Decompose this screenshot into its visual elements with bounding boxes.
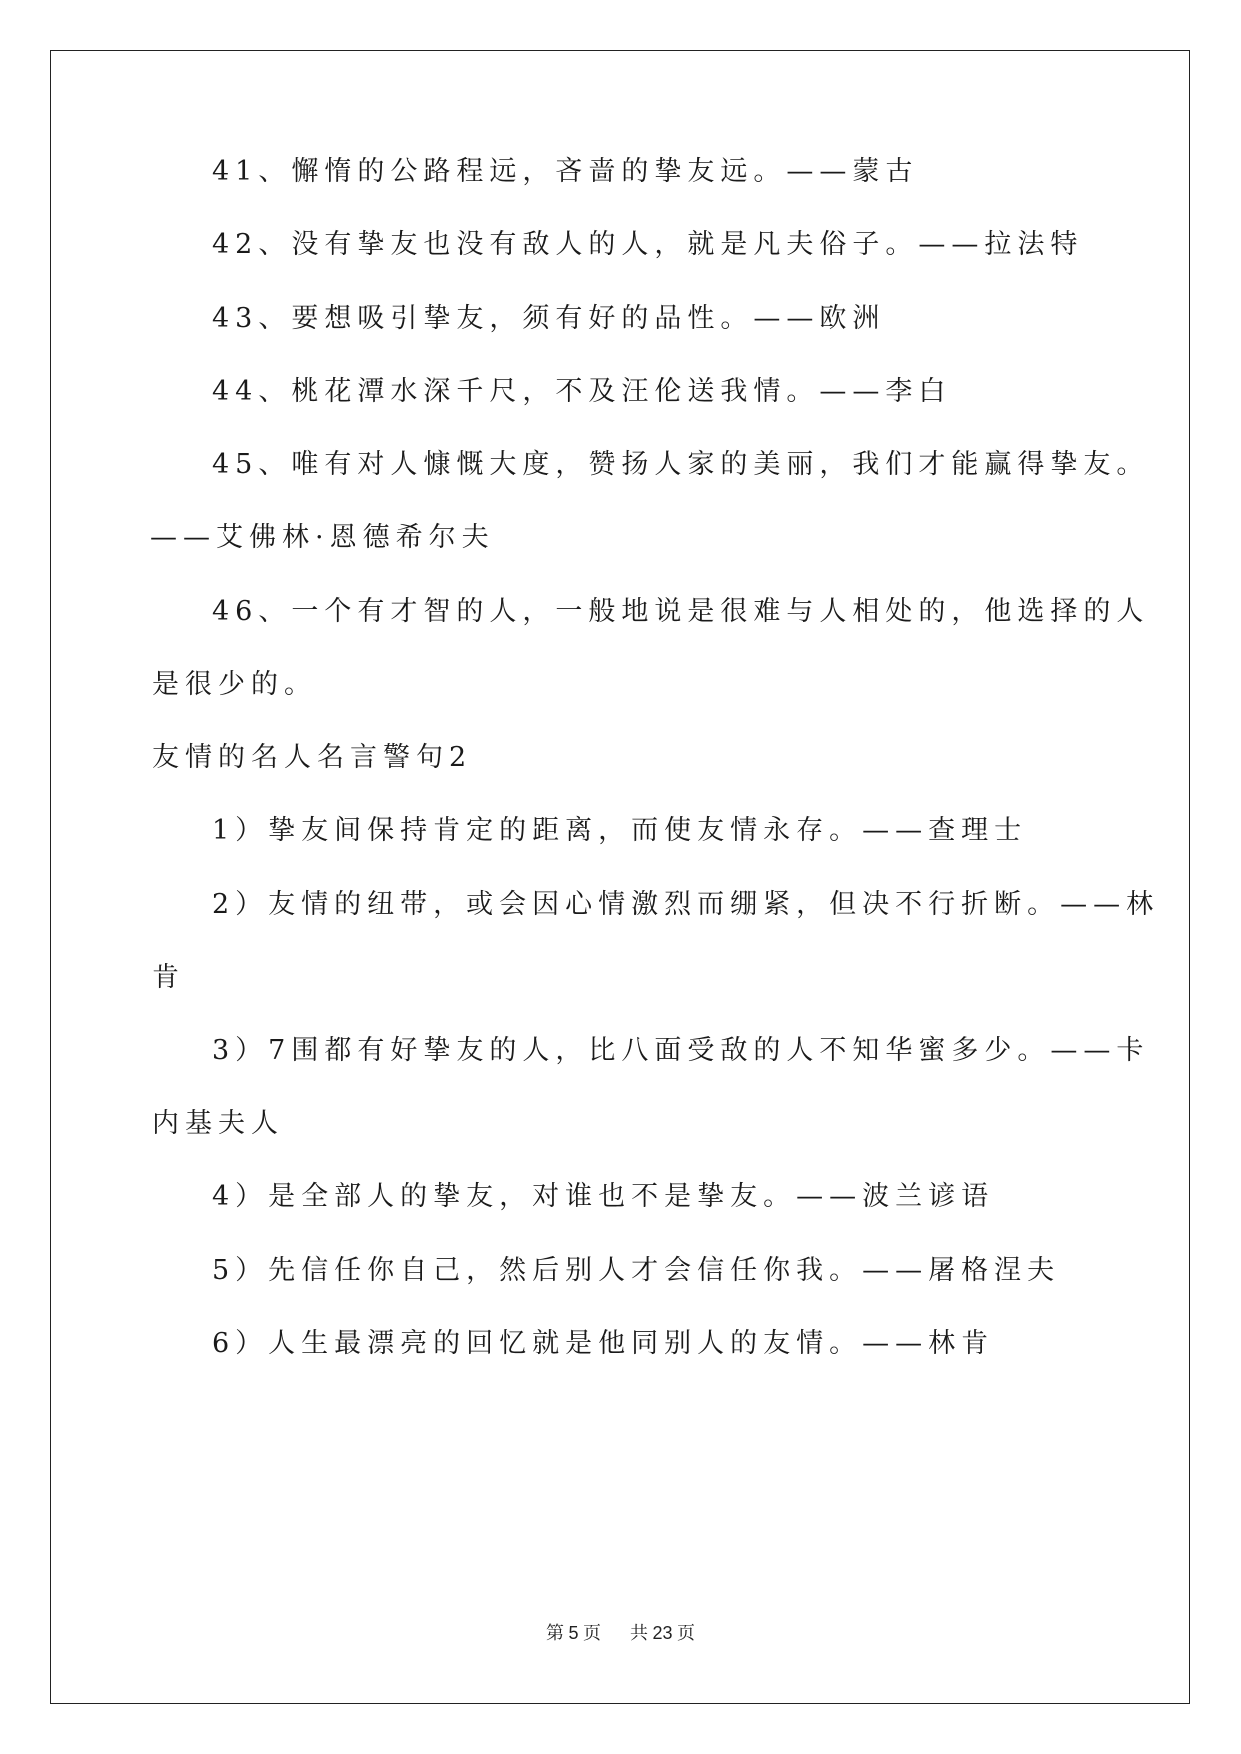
quote-45: 45、唯有对人慷慨大度，赞扬人家的美丽，我们才能赢得挚友。 (212, 449, 1150, 480)
quote-6: 6）人生最漂亮的回忆就是他同别人的友情。——林肯 (212, 1328, 995, 1359)
quote-41: 41、懈惰的公路程远，吝啬的挚友远。——蒙古 (212, 156, 919, 187)
footer-total-pages: 23 (652, 1623, 673, 1643)
quote-44: 44、桃花潭水深千尺，不及汪伦送我情。——李白 (212, 376, 952, 407)
quote-3-continued: 内基夫人 (152, 1108, 284, 1139)
quote-4: 4）是全部人的挚友，对谁也不是挚友。——波兰谚语 (212, 1181, 995, 1212)
page-border (50, 50, 1190, 1704)
footer-page-number: 5 (568, 1623, 579, 1643)
quote-46-continued: 是很少的。 (152, 669, 317, 700)
quote-2-continued: 肯 (152, 962, 185, 993)
quote-5: 5）先信任你自己，然后别人才会信任你我。——屠格涅夫 (212, 1255, 1061, 1286)
quote-43: 43、要想吸引挚友，须有好的品性。——欧洲 (212, 303, 886, 334)
section-heading: 友情的名人名言警句2 (152, 742, 473, 773)
quote-3: 3）7围都有好挚友的人，比八面受敌的人不知华蜜多少。——卡 (212, 1035, 1150, 1066)
quote-45-attribution: ——艾佛林·恩德希尔夫 (150, 522, 495, 553)
footer-total-prefix: 共 (629, 1623, 648, 1643)
quote-1: 1）挚友间保持肯定的距离，而使友情永存。——查理士 (212, 815, 1028, 846)
page-footer (0, 1622, 1241, 1644)
quote-46: 46、一个有才智的人，一般地说是很难与人相处的，他选择的人 (212, 596, 1150, 627)
quote-42: 42、没有挚友也没有敌人的人，就是凡夫俗子。——拉法特 (212, 229, 1084, 260)
quote-2: 2）友情的纽带，或会因心情激烈而绷紧，但决不行折断。——林 (212, 889, 1160, 920)
footer-prefix: 第 (545, 1623, 564, 1643)
footer-page-suffix: 页 (582, 1623, 601, 1643)
footer-total-suffix: 页 (677, 1623, 696, 1643)
